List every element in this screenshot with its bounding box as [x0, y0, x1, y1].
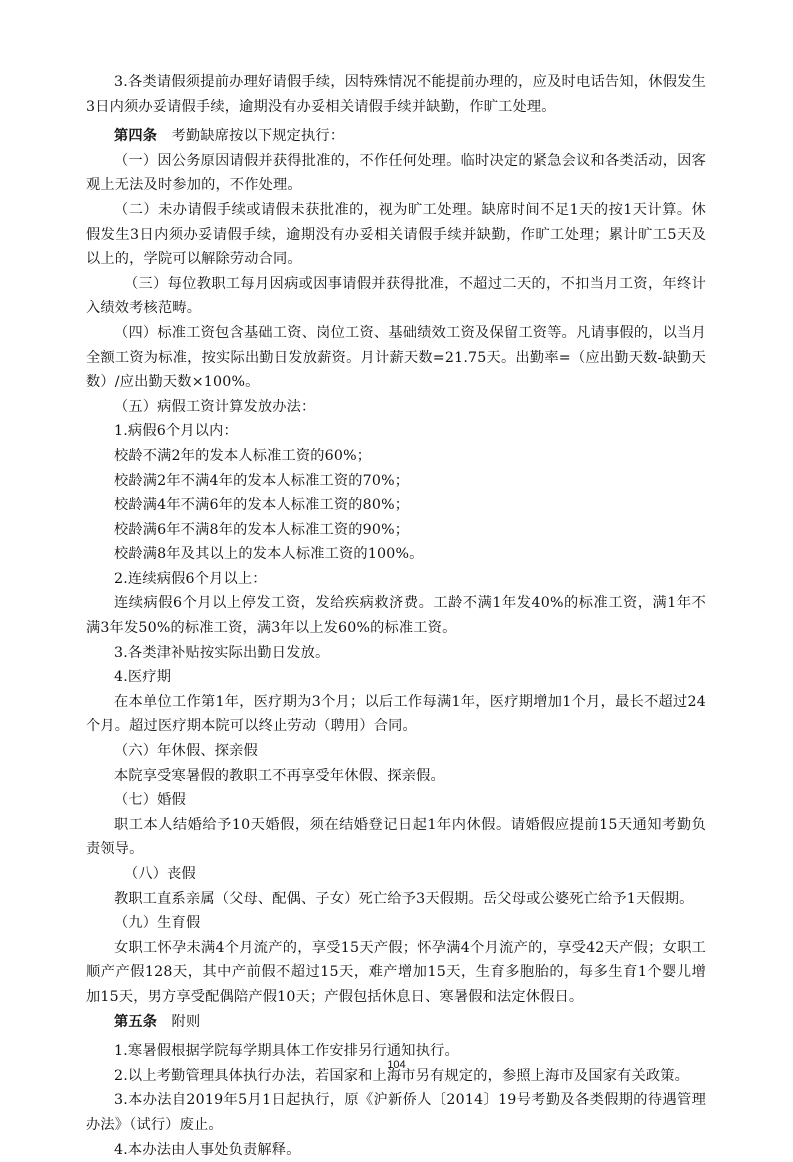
paragraph — [86, 542, 706, 567]
paragraph — [86, 1138, 706, 1162]
paragraph-text: 4.医疗期 — [114, 669, 172, 686]
paragraph — [86, 813, 706, 862]
paragraph-text: 校龄满4年不满6年的发本人标准工资的80%； — [114, 497, 410, 514]
document-body — [86, 70, 706, 1162]
paragraph-text: 3.本办法自2019年5月1日起执行，原《沪新侨人〔2014〕19号考勤及各类假期的待遇管理办法》（试行）废止。 — [86, 1092, 706, 1133]
paragraph — [86, 493, 706, 518]
paragraph — [86, 149, 706, 198]
paragraph-text: 2.连续病假6个月以上： — [114, 570, 267, 587]
paragraph — [86, 764, 706, 789]
paragraph — [86, 690, 706, 739]
paragraph — [86, 665, 706, 690]
paragraph-text: 3.各类请假须提前办理好请假手续，因特殊情况不能提前办理的，应及时电话告知，休假发生3日内须办妥请假手续，逾期没有办妥相关请假手续并缺勤，作旷工处理。 — [86, 74, 706, 115]
paragraph-text: 连续病假6个月以上停发工资，发给疾病救济费。工龄不满1年发40%的标准工资，满1年不满3年发50%的标准工资，满3年以上发60%的标准工资。 — [86, 595, 706, 637]
paragraph — [86, 567, 706, 592]
paragraph — [86, 444, 706, 469]
paragraph-text: （三）每位教职工每月因病或因事请假并获得批准，不超过二天的，不扣当月工资，年终计入绩效考核范畴。 — [86, 275, 706, 317]
paragraph-text: 校龄满2年不满4年的发本人标准工资的70%； — [114, 472, 410, 489]
paragraph-text: （九）生育假 — [114, 915, 201, 932]
paragraph-text: 职工本人结婚给予10天婚假，须在结婚登记日起1年内休假。请婚假应提前15天通知考勤负责领导。 — [86, 816, 706, 858]
paragraph-text: （六）年休假、探亲假 — [114, 743, 258, 760]
paragraph — [86, 739, 706, 764]
paragraph — [86, 321, 706, 395]
page-number: 104 — [387, 1059, 406, 1071]
paragraph — [86, 591, 706, 640]
paragraph-text: 校龄不满2年的发本人标准工资的60%； — [114, 447, 372, 464]
paragraph — [86, 911, 706, 936]
paragraph — [86, 518, 706, 543]
paragraph — [86, 272, 706, 321]
paragraph — [86, 124, 706, 149]
paragraph-text: （七）婚假 — [114, 792, 186, 809]
paragraph-text: 考勤缺席按以下规定执行： — [157, 128, 345, 145]
article-heading: 第五条 — [114, 1013, 158, 1030]
paragraph — [86, 419, 706, 444]
paragraph — [86, 887, 706, 912]
paragraph-text: 本院享受寒暑假的教职工不再享受年休假、探亲假。 — [114, 767, 445, 784]
paragraph-text: 在本单位工作第1年，医疗期为3个月；以后工作每满1年，医疗期增加1个月，最长不超过24个月。超过医疗期本院可以终止劳动（聘用）合同。 — [86, 693, 706, 735]
paragraph — [86, 469, 706, 494]
paragraph-text: （八）丧假 — [124, 866, 196, 882]
paragraph-text: （五）病假工资计算发放办法： — [114, 398, 316, 415]
paragraph-text: 2.以上考勤管理具体执行办法，若国家和上海市另有规定的，参照上海市及国家有关政策。 — [114, 1067, 690, 1084]
paragraph-text: 教职工直系亲属（父母、配偶、子女）死亡给予3天假期。岳父母或公婆死亡给予1天假期。 — [114, 890, 694, 907]
paragraph-text: 3.各类津补贴按实际出勤日发放。 — [114, 644, 330, 661]
paragraph — [86, 1088, 706, 1137]
paragraph-text: 1.寒暑假根据学院每学期具体工作安排另行通知执行。 — [114, 1043, 459, 1060]
paragraph-text: 女职工怀孕未满4个月流产的，享受15天产假；怀孕满4个月流产的，享受42天产假；女职工顺产产假128天，其中产前假不超过15天，难产增加15天，生育多胞胎的，每多生育1个婴儿增加15天，男方享受配偶陪产假10天；产假包括休息日、寒暑假和法定休假日。 — [86, 939, 706, 1005]
article-heading: 第四条 — [114, 128, 158, 145]
paragraph-text: 1.病假6个月以内： — [114, 423, 238, 440]
paragraph — [86, 1010, 706, 1035]
paragraph — [86, 788, 706, 813]
paragraph — [86, 198, 706, 272]
paragraph-text: （一）因公务原因请假并获得批准的，不作任何处理。临时决定的紧急会议和各类活动，因客观上无法及时参加的，不作处理。 — [86, 152, 706, 194]
paragraph-text: （二）未办请假手续或请假未获批准的，视为旷工处理。缺席时间不足1天的按1天计算。休假发生3日内须办妥请假手续，逾期没有办妥相关请假手续并缺勤，作旷工处理；累计旷工5天及以上的，学院可以解除劳动合同。 — [86, 201, 706, 268]
paragraph — [86, 395, 706, 420]
paragraph — [86, 862, 706, 887]
paragraph — [86, 641, 706, 666]
paragraph-text: 附则 — [157, 1013, 201, 1030]
paragraph-text: 校龄满6年不满8年的发本人标准工资的90%； — [114, 521, 410, 538]
paragraph-text: 4.本办法由人事处负责解释。 — [114, 1141, 301, 1158]
paragraph-text: 校龄满8年及其以上的发本人标准工资的100%。 — [114, 546, 424, 563]
paragraph — [86, 936, 706, 1010]
paragraph-text: （四）标准工资包含基础工资、岗位工资、基础绩效工资及保留工资等。凡请事假的，以当月全额工资为标准，按实际出勤日发放薪资。月计薪天数=21.75天。出勤率=（应出勤天数-缺勤天数）/应出勤天数×100%。 — [86, 324, 706, 391]
paragraph — [86, 70, 706, 119]
